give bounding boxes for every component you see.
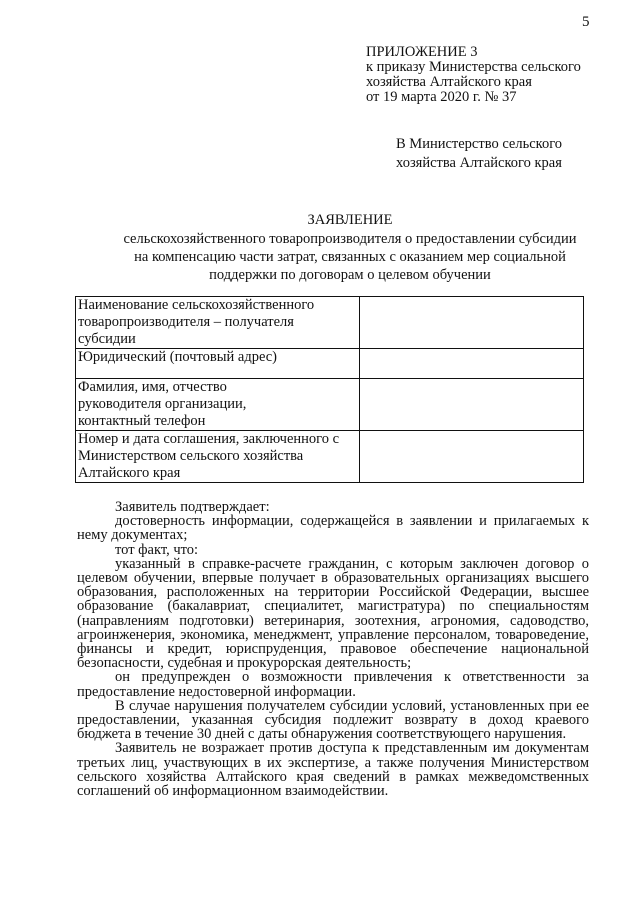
row-label <box>76 431 360 483</box>
addressee-line: В Министерство сельского <box>396 136 563 152</box>
label-line: Министерством сельского хозяйства <box>78 448 304 464</box>
label-line: руководителя организации, <box>78 396 247 412</box>
row-label <box>76 349 360 379</box>
recipient-name-field[interactable] <box>360 297 584 349</box>
label-line: Наименование сельскохозяйственного <box>78 297 315 313</box>
paragraph: Заявитель подтверждает: <box>115 499 270 515</box>
label-line: Номер и дата соглашения, заключенного с <box>78 431 340 447</box>
table-row <box>76 431 584 483</box>
table-row <box>76 379 584 431</box>
label-line: Фамилия, имя, отчество <box>78 379 227 395</box>
addressee-line: хозяйства Алтайского края <box>396 155 562 171</box>
appendix-title: ПРИЛОЖЕНИЕ 3 <box>366 44 478 60</box>
addressee-block <box>396 135 562 173</box>
page-number: 5 <box>582 14 590 30</box>
label-line: Юридический (почтовый адрес) <box>78 349 278 365</box>
label-line: Алтайского края <box>78 465 181 481</box>
subtitle-line: сельскохозяйственного товаропроизводителя о предоставлении субсидии <box>123 231 577 247</box>
row-label <box>76 379 360 431</box>
appendix-line: к приказу Министерства сельского <box>366 59 581 75</box>
subtitle-line: поддержки по договорам о целевом обучении <box>209 267 491 283</box>
agreement-field[interactable] <box>360 431 584 483</box>
subtitle-line: на компенсацию части затрат, связанных с оказанием мер социальной <box>134 249 566 265</box>
row-label <box>76 297 360 349</box>
label-line: товаропроизводителя – получателя <box>78 314 294 330</box>
appendix-line: хозяйства Алтайского края <box>366 74 532 90</box>
document-subtitle <box>100 230 600 284</box>
statement-body <box>77 500 589 798</box>
paragraph: достоверность информации, содержащейся в заявлении и прилагаемых к нему документах; <box>77 513 589 544</box>
director-contact-field[interactable] <box>360 379 584 431</box>
applicant-info-table <box>75 296 584 483</box>
paragraph: указанный в справке-расчете гражданин, с которым заключен договор о целевом обучении, впервые получает в образовательных организациях высшего образования, расположенных на территории Российской Федерации, высшее образование (бакалавриат, специалитет, магистратура) по специальностям (направлениям подготовки) ветеринария, зоотехния, агрономия, садоводство, агроинженерия, экономика, менеджмент, управление персоналом, товароведение, финансы и кредит, юриспруденция, правовое обеспечение национальной безопасности, судебная и прокурорская деятельность; <box>77 555 589 672</box>
label-line: контактный телефон <box>78 413 206 429</box>
paragraph: В случае нарушения получателем субсидии условий, установленных при ее предоставлении, указанная субсидия подлежит возврату в доход краевого бюджета в течение 30 дней с даты обнаружения соответствующего нарушения. <box>77 697 589 743</box>
appendix-header <box>366 45 581 105</box>
paragraph: тот факт, что: <box>115 541 199 558</box>
label-line: субсидии <box>78 331 136 347</box>
document-title: ЗАЯВЛЕНИЕ <box>307 212 393 228</box>
table-row <box>76 349 584 379</box>
paragraph: Заявитель не возражает против доступа к представленным им документам третьих лиц, участвующих в их экспертизе, а также получения Министерством сельского хозяйства Алтайского края сведений в рамках межведомственных соглашений об информационном взаимодействии. <box>77 740 589 800</box>
legal-address-field[interactable] <box>360 349 584 379</box>
table-row <box>76 297 584 349</box>
appendix-line: от 19 марта 2020 г. № 37 <box>366 89 517 105</box>
paragraph: он предупрежден о возможности привлечения к ответственности за предоставление недостоверной информации. <box>77 669 589 700</box>
